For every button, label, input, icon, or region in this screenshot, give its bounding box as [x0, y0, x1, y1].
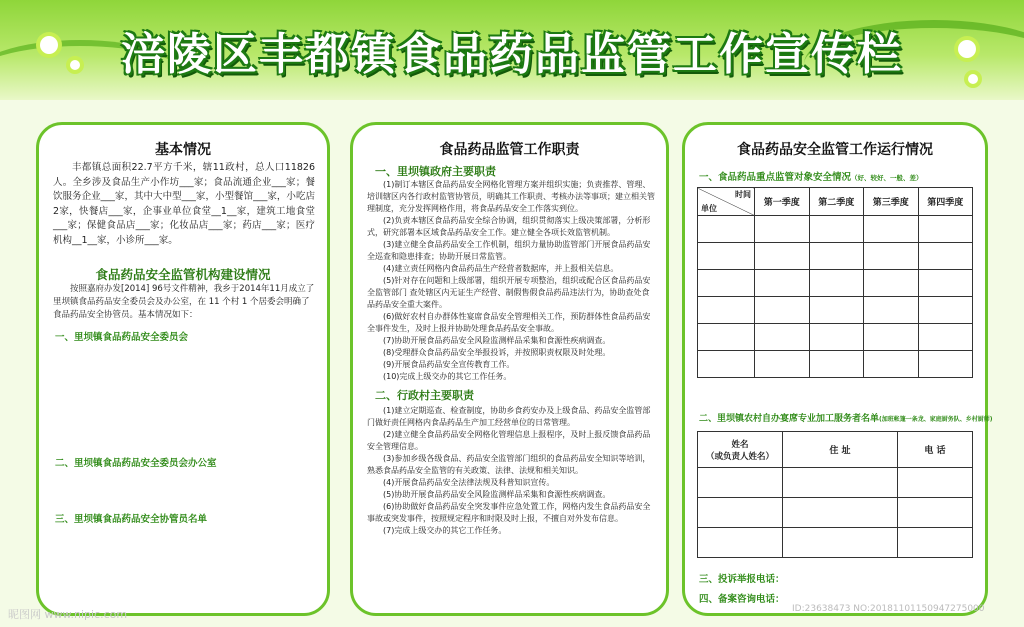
- address-header: 住 址: [783, 432, 898, 468]
- banquet-table: [697, 431, 973, 558]
- duty-item: (5)协助开展食品药品安全风险监测样品采集和食源性疾病调查。: [383, 490, 611, 499]
- table-row: [698, 270, 973, 297]
- corner-cell: [698, 188, 755, 216]
- supervision-note: （好、较好、一般、差）: [851, 174, 923, 182]
- quarter-header: 第二季度: [809, 188, 864, 216]
- consult-phone-label: 四、备案咨询电话：: [699, 594, 785, 605]
- table-row: [698, 216, 973, 243]
- duty-item: (2)负责本辖区食品药品安全综合协调，组织贯彻落实上级决策部署，分析形式，研究部署本区域食品药品安全工作。建立健全各项长效监管机制。: [367, 216, 651, 237]
- phone-header: 电 话: [898, 432, 973, 468]
- duty-item: (4)开展食品药品安全法律法规及科普知识宣传。: [383, 478, 555, 487]
- duty-item: (6)协助做好食品药品安全突发事件应急处置工作，网格内发生食品药品安全事故或突发事件，按照规定程序和时限及时上报，不擅自对外发布信息。: [367, 502, 651, 523]
- banquet-heading-text: 二、里坝镇农村自办宴席专业加工服务者名单: [699, 414, 880, 424]
- supervision-table: [697, 187, 973, 378]
- basic-info-text: 丰都镇总面积22.7平方千米，辖11政村，总人口11826人。全乡涉及食品生产小作坊___家；食品流通企业___家；餐饮服务企业___家，其中大中型___家，小型餐馆___家，小吃店2家，快餐店___家，企事业单位食堂__1__家，建筑工地食堂___家；保健食品店___家；化妆品店___家；药店___家；医疗机构__1__家，小诊所___家。: [53, 162, 315, 246]
- org-text: 按照嘉府办发[2014] 96号文件精神，我乡于2014年11月成立了里坝镇食品药品安全委员会及办公室，在 11 个村 1 个居委会明确了食品药品安全协管员。基本情况如下：: [53, 284, 315, 320]
- table-row: [698, 468, 973, 498]
- duties-heading: 食品药品监管工作职责: [439, 142, 580, 158]
- duty-item: (5)针对存在问题和上级部署，组织开展专项整治，组织或配合区食品药品安全监管部门 查处辖区内无证生产经营、制假售假食品药品违法行为，协助查处食品药品安全重大案件。: [367, 276, 651, 309]
- gov-duties-heading: 一、里坝镇政府主要职责: [375, 165, 496, 178]
- duty-item: (3)参加乡级各级食品、药品安全监管部门组织的食品药品安全知识等培训，熟悉食品药品安全监管的有关政策、法律、法规和相关知识。: [367, 454, 651, 475]
- watermark-left: 昵图网 www.nipic.com: [8, 608, 128, 621]
- duty-item: (6)做好农村自办群体性宴席食品安全管理相关工作，预防群体性食品药品安全事件发生，及时上报并协助处理食品药品安全事故。: [367, 312, 651, 333]
- org-heading: 食品药品安全监管机构建设情况: [95, 267, 271, 282]
- supervision-heading: [699, 169, 923, 183]
- duty-item: (10)完成上级交办的其它工作任务。: [383, 372, 512, 381]
- basic-info-panel: [36, 122, 330, 616]
- table-row: [698, 297, 973, 324]
- banquet-heading: [699, 411, 993, 424]
- duty-item: (1)建立定期巡查、检查制度，协助乡食药安办及上级食品、药品安全监管部门做好责任网格内食品药品生产加工经营单位的日常管理。: [367, 406, 651, 427]
- duty-item: (9)开展食品药品安全宣传教育工作。: [383, 360, 515, 369]
- coordinator-list-item: 三、里坝镇食品药品安全协管员名单: [55, 514, 208, 525]
- quarter-header: 第四季度: [918, 188, 973, 216]
- duty-item: (7)完成上级交办的其它工作任务。: [383, 526, 507, 535]
- duty-item: (8)受理群众食品药品安全举报投诉，并按照职责权限及时处理。: [383, 348, 611, 357]
- table-row: [698, 528, 973, 558]
- basic-info-heading: 基本情况: [155, 142, 211, 158]
- duty-item: (4)建立责任网格内食品药品生产经营者数据库，并上报相关信息。: [383, 264, 619, 273]
- corner-unit-label: 单位: [701, 204, 717, 213]
- header-banner: [0, 0, 1024, 100]
- banner-title: 涪陵区丰都镇食品药品监管工作宣传栏: [121, 29, 903, 80]
- table-row: [698, 351, 973, 378]
- banquet-note: (加班帐篷一条龙、家庭厨务队、乡村厨师): [879, 416, 993, 423]
- duty-item: (1)制订本辖区食品药品安全网格化管理方案并组织实施；负责推荐、管理、培训辖区内各行政村监管协管员，明确其工作职责、考核办法等事项；建立相关管理制度，充分发挥网格作用，将食品药品安全工作落实到位。: [367, 180, 655, 213]
- table-row: [698, 498, 973, 528]
- name-header: 姓名 （或负责人姓名）: [698, 432, 783, 468]
- supervision-heading-text: 一、食品药品重点监管对象安全情况: [699, 172, 852, 183]
- committee-office-item: 二、里坝镇食品药品安全委员会办公室: [55, 458, 217, 469]
- complaint-phone-label: 三、投诉举报电话：: [699, 574, 785, 585]
- table-row: [698, 243, 973, 270]
- operation-heading: 食品药品安全监管工作运行情况: [737, 142, 933, 158]
- committee-item: 一、里坝镇食品药品安全委员会: [55, 332, 189, 343]
- corner-time-label: 时间: [735, 190, 751, 199]
- duty-item: (3)建立健全食品药品安全工作机制，组织力量协助监管部门开展食品药品安全巡查和隐患排查；协助开展日常监管。: [367, 240, 651, 261]
- duty-item: (7)协助开展食品药品安全风险监测样品采集和食源性疾病调查。: [383, 336, 611, 345]
- quarter-header: 第三季度: [864, 188, 919, 216]
- quarter-header: 第一季度: [755, 188, 810, 216]
- gov-duties-list: [367, 179, 657, 537]
- table-row: [698, 324, 973, 351]
- duty-item: (2)建立健全食品药品安全网格化管理信息上报程序，及时上报反馈食品药品安全管理信息。: [367, 430, 651, 451]
- operation-panel: [682, 122, 993, 616]
- duties-panel: [350, 122, 669, 616]
- village-duties-heading: 二、行政村主要职责: [375, 389, 474, 402]
- watermark-right: ID:23638473 NO:20181101150947275000: [792, 604, 985, 614]
